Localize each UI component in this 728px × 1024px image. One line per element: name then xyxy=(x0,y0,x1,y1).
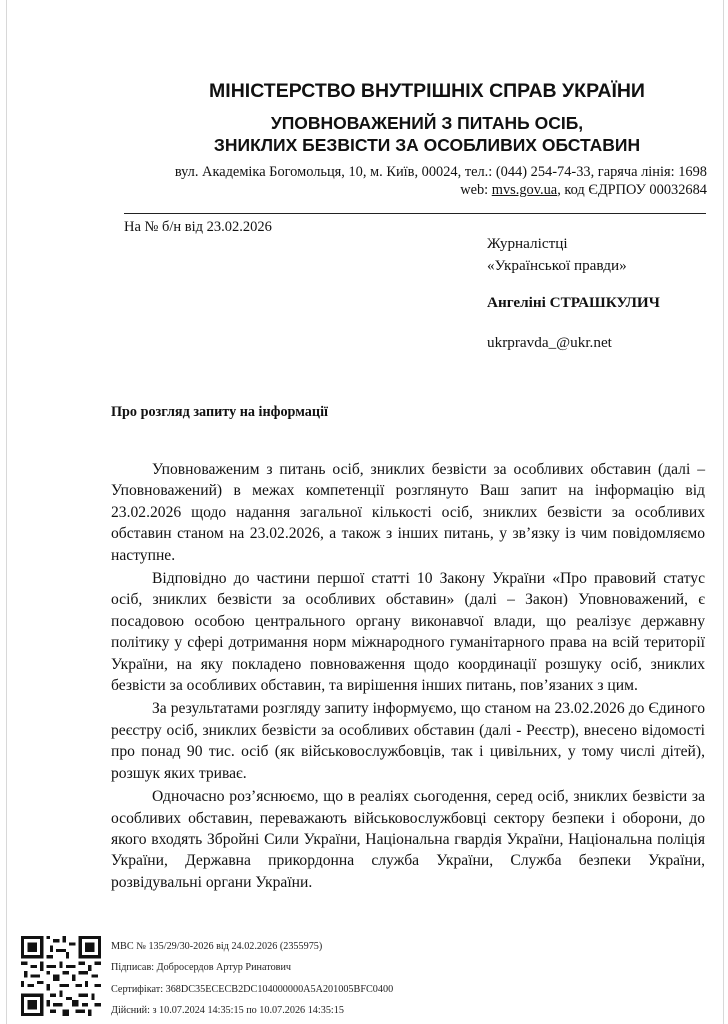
body-paragraph-2: Відповідно до частини першої статті 10 Закону України «Про правовий статус осіб, зниклих безвісти за особливих обставин» (далі – Закон) Уповноважений, є посадовою особою центрального органу виконавчої влади, що реалізує державну політику у сфері дотримання норм міжнародного гуманітарного права на всій території України, на яку покладено повноваження щодо координації розшуку осіб, зниклих безвісти за особливих обставин, та вирішення інших питань, пов’язаних з цим. xyxy=(111,570,705,695)
web-line xyxy=(107,181,707,199)
body-paragraph-4: Одночасно роз’яснюємо, що в реаліях сьогодення, серед осіб, зниклих безвісти за особливих обставин, переважають військовослужбовці сектору безпеки і оборони, до якого входять Збройні Сили України, Національна гвардія України, Національна поліція України, Державна прикордонна служба України, Служба безпеки України, розвідувальні органи України. xyxy=(111,788,705,891)
office-title-line1: УПОВНОВАЖЕНИЙ З ПИТАНЬ ОСІБ, xyxy=(270,113,584,133)
header-divider xyxy=(124,213,706,214)
body-paragraph-1: Уповноваженим з питань осіб, зниклих безвісти за особливих обставин (далі – Уповноважений) в межах компетенції розглянуто Ваш запит на інформацію від 23.02.2026 щодо надання загальної кількості осіб, зниклих безвісти за особливих обставин станом на 23.02.2026, а також з інших питань, у зв’язку із чим повідомляємо наступне. xyxy=(111,461,705,564)
letter-body xyxy=(111,459,705,895)
certificate-validity: Дійсний: з 10.07.2024 14:35:15 по 10.07.2026 14:35:15 xyxy=(111,1004,344,1016)
signed-by: Підписав: Добросердов Артур Ринатович xyxy=(111,962,292,974)
letter-subject: Про розгляд запиту на інформації xyxy=(111,404,328,420)
certificate-id: Сертифікат: 368DC35ECECB2DC104000000A5A201005BFC0400 xyxy=(111,983,394,995)
recipient-email: ukrpravda_@ukr.net xyxy=(487,334,612,351)
signature-details xyxy=(111,936,393,1021)
office-title-line2: ЗНИКЛИХ БЕЗВІСТИ ЗА ОСОБЛИВИХ ОБСТАВИН xyxy=(213,135,641,155)
electronic-signature-block xyxy=(11,932,711,1024)
edrpou-code: , код ЄДРПОУ 00032684 xyxy=(557,182,707,198)
recipient-line2: «Української правди» xyxy=(487,257,627,274)
body-paragraph-3: За результатами розгляду запиту інформуємо, що станом на 23.02.2026 до Єдиного реєстру осіб, зниклих безвісти за особливих обставин (далі - Реєстр), внесено відомості про понад 90 тис. осіб (як військовослужбовців, так і цивільних, у тому числі дітей), розшук яких триває. xyxy=(111,700,705,782)
recipient-line1: Журналістці xyxy=(487,235,568,252)
reference-number: На № б/н від 23.02.2026 xyxy=(124,219,272,235)
letter-page xyxy=(6,0,724,1024)
contact-block xyxy=(107,163,707,199)
address-line: вул. Академіка Богомольця, 10, м. Київ, 00024, тел.: (044) 254-74-33, гаряча лінія: 1698 xyxy=(174,164,707,180)
qr-code-icon xyxy=(21,936,101,1016)
web-prefix: web: xyxy=(460,182,492,198)
registration-number: МВС № 135/29/30-2026 від 24.02.2026 (2355975) xyxy=(111,941,323,952)
recipient-title xyxy=(487,233,627,277)
ministry-title: МІНІСТЕРСТВО ВНУТРІШНІХ СПРАВ УКРАЇНИ xyxy=(209,80,645,102)
office-title xyxy=(127,112,727,156)
recipient-name: Ангеліні СТРАШКУЛИЧ xyxy=(487,294,660,311)
website-link[interactable]: mvs.gov.ua xyxy=(491,182,558,198)
